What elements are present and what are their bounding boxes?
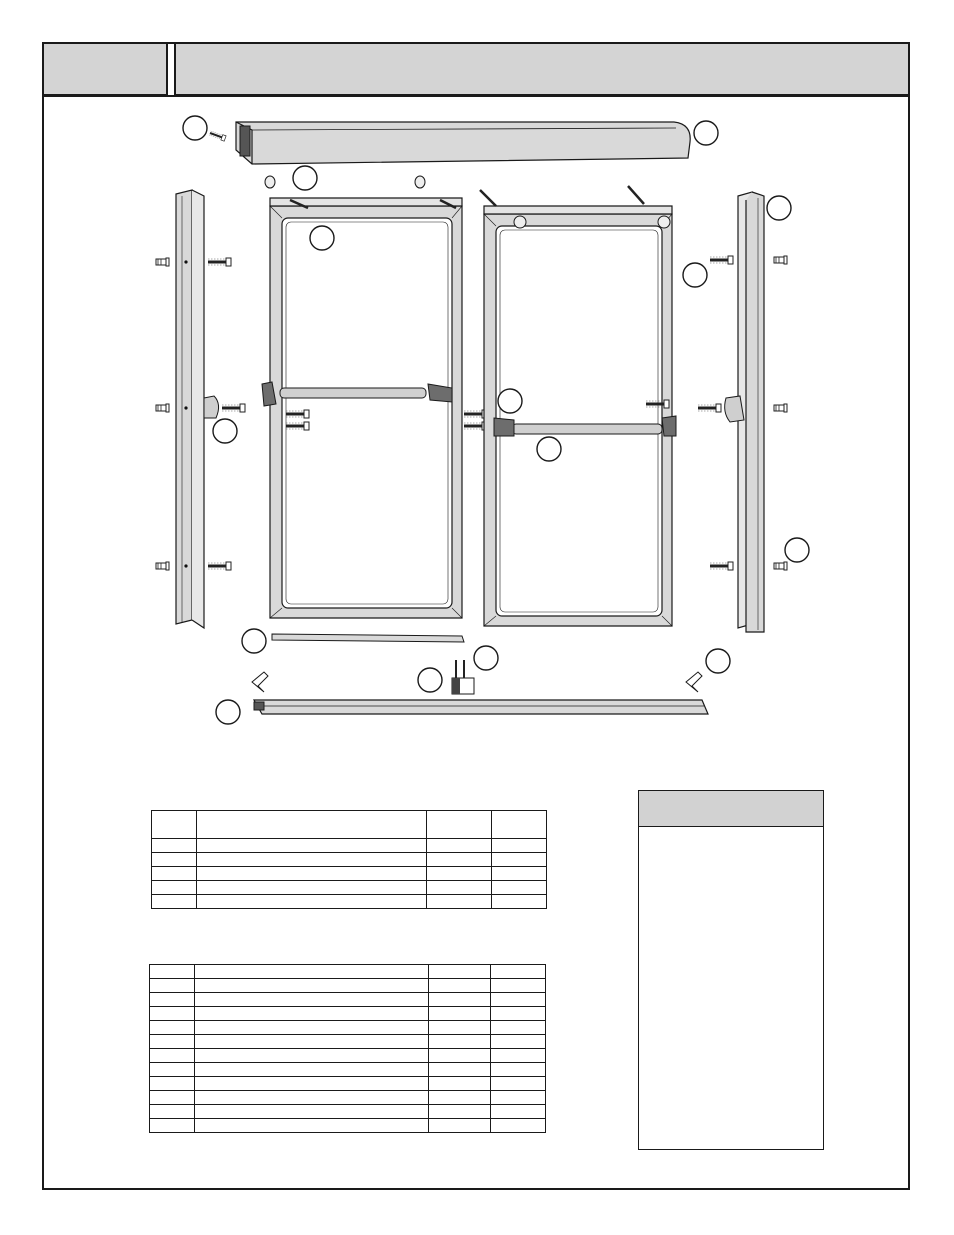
table-row: [152, 867, 547, 881]
top-header-rail: [236, 122, 690, 164]
table-row: [150, 1035, 546, 1049]
center-guide-block: [452, 660, 474, 694]
table-row: [150, 1049, 546, 1063]
table-header-row: [152, 811, 547, 839]
table-row: [150, 1021, 546, 1035]
right-towel-bar-bracket-left: [494, 418, 514, 436]
parts-table-bottom: [149, 964, 546, 1133]
table-row: [152, 881, 547, 895]
left-bumper: [204, 396, 219, 418]
table-row: [150, 1077, 546, 1091]
table-row: [152, 839, 547, 853]
table-row: [152, 895, 547, 909]
table-row: [150, 993, 546, 1007]
table-row: [150, 1091, 546, 1105]
table-row: [152, 853, 547, 867]
notes-box: [638, 790, 824, 1150]
left-door-panel: [270, 198, 462, 618]
bottom-sill-track: [254, 700, 708, 714]
table-row: [150, 1007, 546, 1021]
sill-end-clip-left: [252, 672, 268, 692]
parts-table-top: [151, 810, 547, 909]
right-door-panel: [484, 206, 672, 626]
table-row: [150, 1119, 546, 1133]
table-row: [150, 1105, 546, 1119]
bottom-guide-strip: [272, 634, 464, 642]
sill-end-clip-right: [686, 672, 702, 692]
right-towel-bar-bracket-right: [662, 416, 676, 436]
left-wall-jamb: [176, 190, 204, 628]
notes-heading: [639, 791, 823, 827]
table-row: [150, 979, 546, 993]
right-bumper: [725, 396, 744, 422]
table-row: [150, 1063, 546, 1077]
table-row: [150, 965, 546, 979]
header-screw: [209, 130, 226, 141]
